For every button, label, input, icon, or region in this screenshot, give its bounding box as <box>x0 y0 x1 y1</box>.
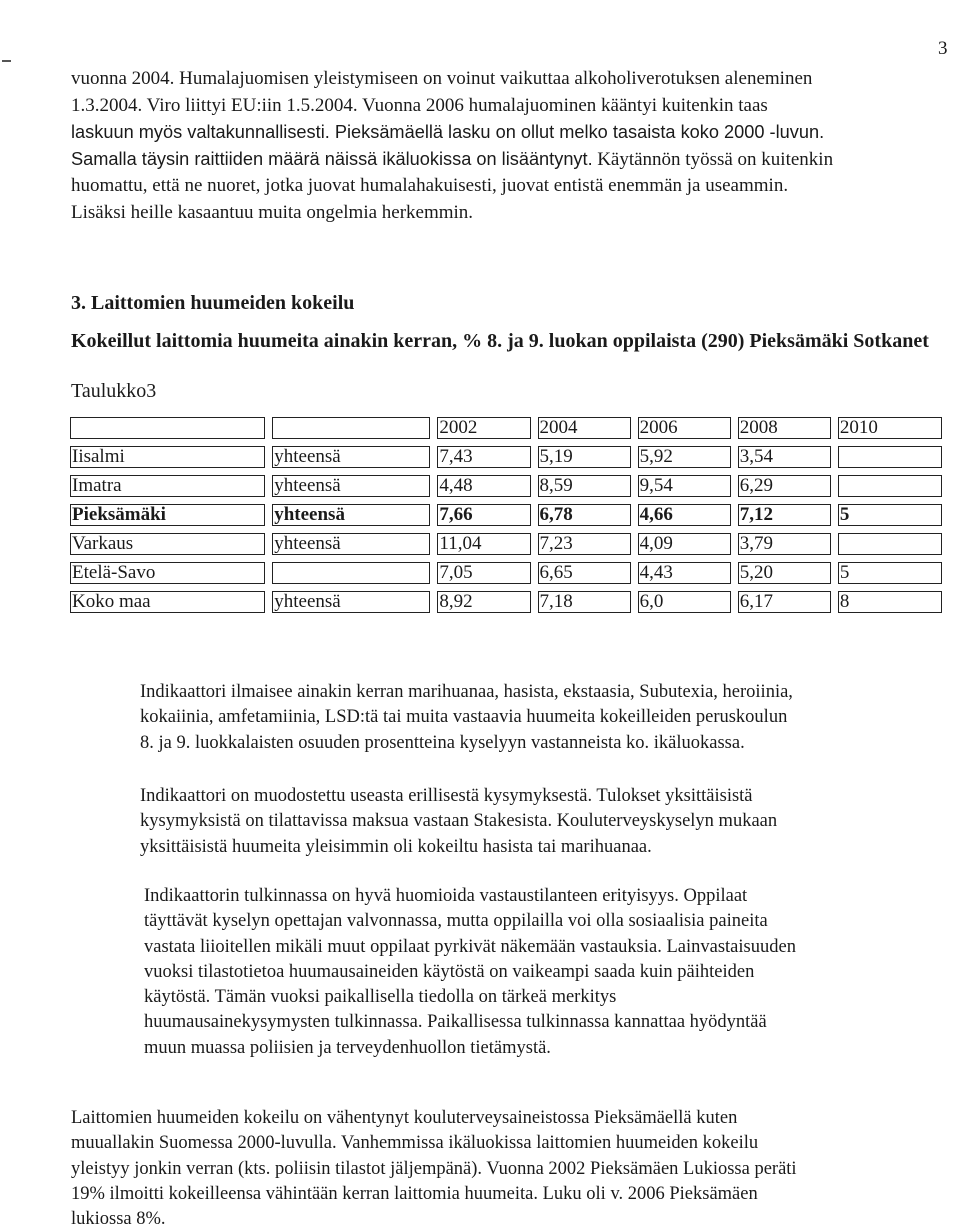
table-cell-value: 5,20 <box>738 562 831 584</box>
table-cell-type: yhteensä <box>272 475 430 497</box>
table-header-row <box>70 417 942 439</box>
paragraph-summary <box>71 1106 941 1232</box>
table-cell-value: 7,43 <box>437 446 530 468</box>
table-cell-value: 5 <box>838 562 942 584</box>
paragraph-line: vastata liioitellen mikäli muut oppilaat pyrkivät näkemään vastauksia. Lainvastaisuuden <box>144 936 796 957</box>
table-title: Kokeillut laittomia huumeita ainakin kerran, % 8. ja 9. luokan oppilaista (290) Pieksämäki Sotkanet <box>71 330 929 352</box>
table-cell-value: 6,65 <box>538 562 631 584</box>
table-cell-value: 5 <box>838 504 942 526</box>
paragraph-line: kokaiinia, amfetamiinia, LSD:tä tai muita vastaavia huumeita kokeilleiden peruskoulun <box>140 707 788 728</box>
table-row <box>70 475 942 497</box>
table-cell-value: 8 <box>838 591 942 613</box>
table-cell-value: 3,54 <box>738 446 831 468</box>
table-cell-value: 7,05 <box>437 562 530 584</box>
paragraph-line: Indikaattori on muodostettu useasta erillisestä kysymyksestä. Tulokset yksittäisistä <box>140 786 753 806</box>
table-cell-value <box>838 446 942 468</box>
intro-line: Samalla täysin raittiiden määrä näissä ikäluokissa on lisääntynyt. <box>71 148 593 169</box>
table-header-cell: 2006 <box>638 417 731 439</box>
table-cell-region: Varkaus <box>70 533 265 555</box>
table-cell-value <box>838 533 942 555</box>
intro-line: Lisäksi heille kasaantuu muita ongelmia herkemmin. <box>71 201 474 223</box>
table-cell-value: 6,0 <box>638 591 731 613</box>
table-row-highlight <box>70 504 942 526</box>
table-header-cell: 2010 <box>838 417 942 439</box>
table-row <box>70 446 942 468</box>
paragraph-indicator-definition <box>140 680 930 756</box>
table-cell-type: yhteensä <box>272 533 430 555</box>
paragraph-line: yksittäisistä huumeita yleisimmin oli kokeiltu hasista tai marihuanaa. <box>140 836 652 857</box>
table-cell-type: yhteensä <box>272 446 430 468</box>
table-row <box>70 562 942 584</box>
paragraph-line: Indikaattorin tulkinnassa on hyvä huomioida vastaustilanteen erityisyys. Oppilaat <box>144 886 748 906</box>
paragraph-line: huumausainekysymysten tulkinnassa. Paikallisessa tulkinnassa kannattaa hyödyntää <box>144 1012 767 1033</box>
table-cell-region: Koko maa <box>70 591 265 613</box>
intro-line: vuonna 2004. Humalajuomisen yleistymiseen on voinut vaikuttaa alkoholiverotuksen aleneminen <box>71 68 813 89</box>
table-row <box>70 591 942 613</box>
paragraph-line: käytöstä. Tämän vuoksi paikallisella tiedolla on tärkeä merkitys <box>144 987 617 1008</box>
paragraph-line: vuoksi tilastotietoa huumausaineiden käytöstä on vaikeampi saada kuin päihteiden <box>144 961 755 982</box>
table-cell-type <box>272 562 430 584</box>
paragraph-line: lukiossa 8%. <box>71 1209 166 1230</box>
intro-paragraph <box>71 66 941 227</box>
table-cell-value: 4,09 <box>638 533 731 555</box>
intro-line: 1.3.2004. Viro liittyi EU:iin 1.5.2004. Vuonna 2006 humalajuominen kääntyi kuitenkin taas <box>71 94 768 116</box>
paragraph-line: muun muassa poliisien ja terveydenhuollon tietämystä. <box>144 1037 551 1058</box>
paragraph-line: muuallakin Suomessa 2000-luvulla. Vanhemmissa ikäluokissa laittomien huumeiden kokeilu <box>71 1133 759 1154</box>
table-cell-value: 6,17 <box>738 591 831 613</box>
table-header-cell <box>70 417 265 439</box>
table-cell-region: Iisalmi <box>70 446 265 468</box>
paragraph-line: yleistyy jonkin verran (kts. poliisin tilastot jäljempänä). Vuonna 2002 Pieksämäen Lukiossa peräti <box>71 1158 797 1179</box>
table-cell-value: 6,78 <box>538 504 631 526</box>
intro-line: laskuun myös valtakunnallisesti. Pieksämäellä lasku on ollut melko tasaista koko 2000 -luvun. <box>71 122 825 143</box>
paragraph-indicator-composition <box>140 784 930 860</box>
paragraph-line: 8. ja 9. luokkalaisten osuuden prosentteina kyselyyn vastanneista ko. ikäluokassa. <box>140 732 745 753</box>
page-number: 3 <box>938 38 948 59</box>
table-cell-value: 7,18 <box>538 591 631 613</box>
table-cell-value: 5,92 <box>638 446 731 468</box>
table-cell-value: 9,54 <box>638 475 731 497</box>
table-cell-region: Etelä-Savo <box>70 562 265 584</box>
paragraph-line: täyttävät kyselyn opettajan valvonnassa, mutta oppilailla voi olla sosiaalisia paineita <box>144 911 768 932</box>
paragraph-line: Laittomien huumeiden kokeilu on vähentynyt kouluterveysaineistossa Pieksämäellä kuten <box>71 1108 738 1128</box>
table-cell-value: 11,04 <box>437 533 530 555</box>
table-cell-value: 7,66 <box>437 504 530 526</box>
table-caption: Taulukko3 <box>71 380 157 402</box>
table-cell-value <box>838 475 942 497</box>
paragraph-interpretation <box>144 884 934 1061</box>
paragraph-line: kysymyksistä on tilattavissa maksua vastaan Stakesista. Kouluterveyskyselyn mukaan <box>140 811 778 832</box>
table-cell-value: 7,12 <box>738 504 831 526</box>
table-header-cell: 2008 <box>738 417 831 439</box>
table-cell-value: 6,29 <box>738 475 831 497</box>
table-header-cell <box>272 417 430 439</box>
intro-line: Käytännön työssä on kuitenkin <box>597 148 834 170</box>
table-cell-region: Imatra <box>70 475 265 497</box>
scan-mark <box>2 60 11 62</box>
table-cell-type: yhteensä <box>272 591 430 613</box>
table-row <box>70 533 942 555</box>
table-cell-value: 5,19 <box>538 446 631 468</box>
table-cell-value: 4,66 <box>638 504 731 526</box>
paragraph-line: 19% ilmoitti kokeilleensa vähintään kerran laittomia huumeita. Luku oli v. 2006 Pieksämäen <box>71 1183 758 1204</box>
table-header-cell: 2004 <box>538 417 631 439</box>
paragraph-line: Indikaattori ilmaisee ainakin kerran marihuanaa, hasista, ekstaasia, Subutexia, heroiinia, <box>140 682 793 702</box>
table-cell-value: 8,92 <box>437 591 530 613</box>
data-table <box>63 410 949 620</box>
table-header-cell: 2002 <box>437 417 530 439</box>
table-cell-region: Pieksämäki <box>70 504 265 526</box>
table-cell-value: 4,48 <box>437 475 530 497</box>
table-cell-value: 7,23 <box>538 533 631 555</box>
table-cell-value: 4,43 <box>638 562 731 584</box>
intro-line: huomattu, että ne nuoret, jotka juovat humalahakuisesti, juovat entistä enemmän ja useammin. <box>71 175 789 197</box>
section-heading: 3. Laittomien huumeiden kokeilu <box>71 292 355 314</box>
table-cell-value: 8,59 <box>538 475 631 497</box>
table-cell-value: 3,79 <box>738 533 831 555</box>
table-cell-type: yhteensä <box>272 504 430 526</box>
